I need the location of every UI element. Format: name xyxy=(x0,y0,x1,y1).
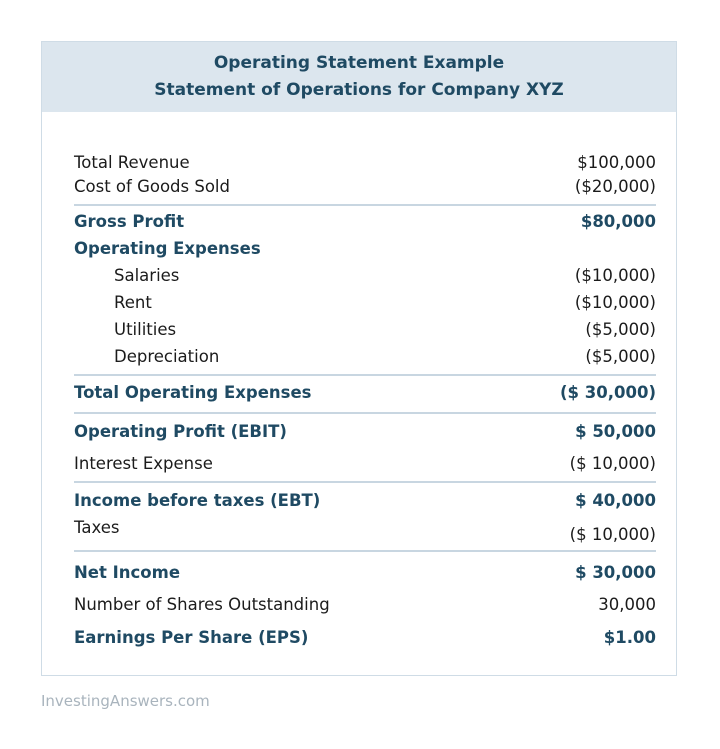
statement-title: Operating Statement Example xyxy=(213,53,505,73)
row-label: Rent xyxy=(114,293,152,312)
row-label: Interest Expense xyxy=(74,454,213,473)
row-label: Gross Profit xyxy=(74,212,185,231)
row-amount: $ 50,000 xyxy=(575,422,656,441)
row-net-income xyxy=(74,561,656,585)
row-amount: $ 30,000 xyxy=(575,563,656,582)
row-amount: 30,000 xyxy=(598,595,656,614)
row-label: Utilities xyxy=(114,320,177,339)
row-label: Number of Shares Outstanding xyxy=(74,595,330,614)
source-watermark: InvestingAnswers.com xyxy=(41,692,210,710)
divider xyxy=(74,374,656,376)
row-gross-profit xyxy=(74,210,656,234)
row-label: Taxes xyxy=(74,518,120,537)
row-amount: ($5,000) xyxy=(585,347,656,366)
row-salaries xyxy=(74,264,656,288)
row-operating-expenses xyxy=(74,237,656,261)
row-cost-of-goods-sold xyxy=(74,175,656,199)
statement-header xyxy=(42,42,676,112)
row-label: Net Income xyxy=(74,563,181,582)
row-label: Income before taxes (EBT) xyxy=(74,491,321,510)
row-amount: $100,000 xyxy=(577,153,656,172)
row-earnings-per-share xyxy=(74,626,656,650)
row-depreciation xyxy=(74,345,656,369)
row-taxes xyxy=(74,516,656,544)
row-interest-expense xyxy=(74,452,656,476)
row-label: Total Operating Expenses xyxy=(74,383,312,402)
row-amount: $ 40,000 xyxy=(575,491,656,510)
row-label: Salaries xyxy=(114,266,180,285)
row-total-operating-expenses xyxy=(74,381,656,405)
row-label: Cost of Goods Sold xyxy=(74,177,230,196)
row-operating-profit xyxy=(74,420,656,444)
divider xyxy=(74,550,656,552)
divider xyxy=(74,204,656,206)
row-amount: ($5,000) xyxy=(585,320,656,339)
row-amount: ($10,000) xyxy=(574,266,656,285)
row-label: Total Revenue xyxy=(74,153,190,172)
row-total-revenue xyxy=(74,151,656,175)
row-amount: ($ 10,000) xyxy=(569,454,656,473)
row-amount: ($ 10,000) xyxy=(569,525,656,544)
statement-subtitle: Statement of Operations for Company XYZ xyxy=(154,80,564,100)
row-label: Operating Profit (EBIT) xyxy=(74,422,287,441)
row-income-before-taxes xyxy=(74,489,656,513)
statement-card xyxy=(41,41,677,676)
row-shares-outstanding xyxy=(74,593,656,617)
row-rent xyxy=(74,291,656,315)
row-amount: ($ 30,000) xyxy=(560,383,656,402)
divider xyxy=(74,412,656,414)
divider xyxy=(74,481,656,483)
row-amount: $80,000 xyxy=(580,212,656,231)
row-utilities xyxy=(74,318,656,342)
row-label: Earnings Per Share (EPS) xyxy=(74,628,309,647)
row-label: Operating Expenses xyxy=(74,239,261,258)
row-amount: ($10,000) xyxy=(574,293,656,312)
row-label: Depreciation xyxy=(114,347,220,366)
row-amount: ($20,000) xyxy=(574,177,656,196)
row-amount: $1.00 xyxy=(603,628,656,647)
